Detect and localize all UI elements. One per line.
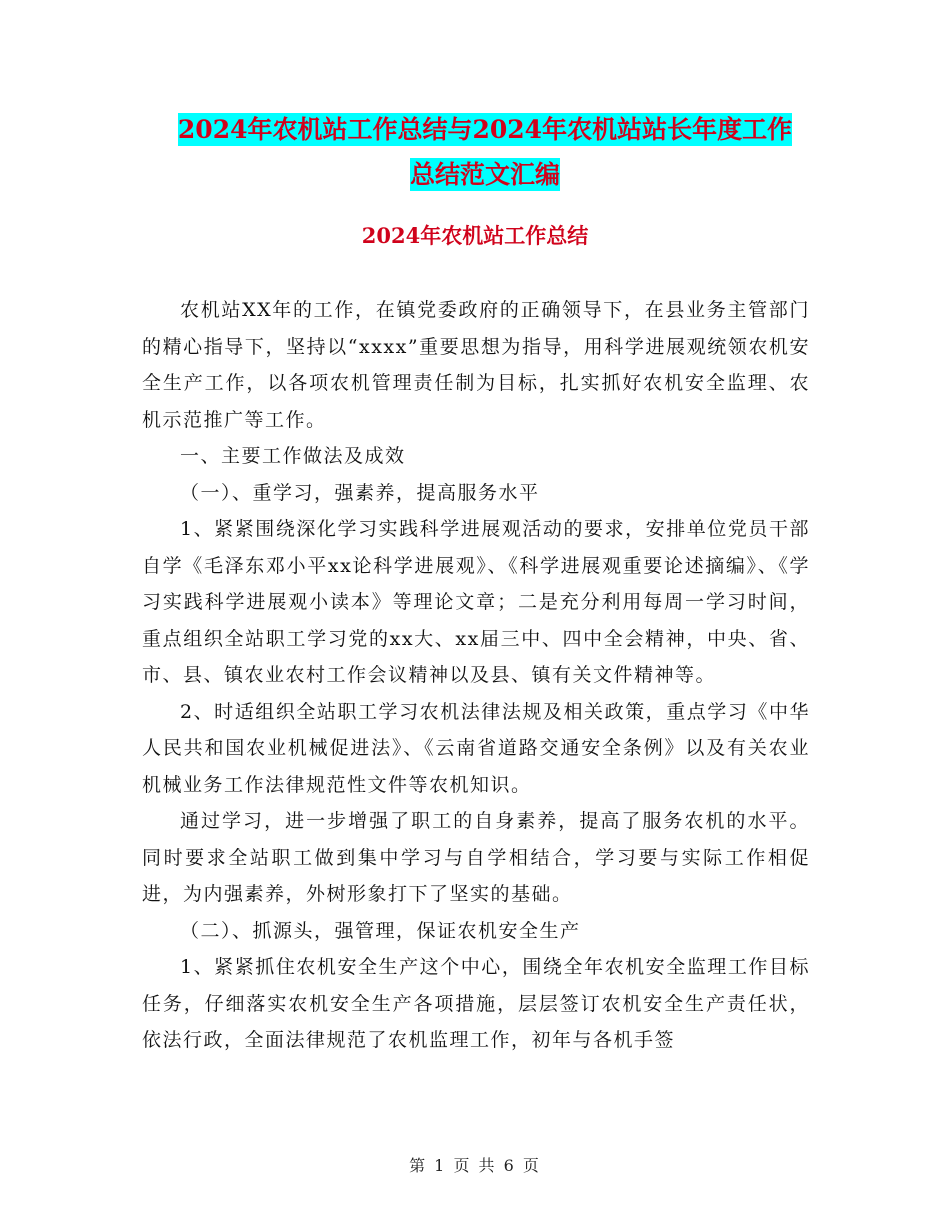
body-text xyxy=(142,292,810,1059)
main-title-highlight-2: 总结范文汇编 xyxy=(409,160,560,189)
main-title-line-2 xyxy=(140,153,830,197)
paragraph: 1、紧紧围绕深化学习实践科学进展观活动的要求，安排单位党员干部自学《毛泽东邓小平xx论科学进展观》、《科学进展观重要论述摘编》、《学习实践科学进展观小读本》等理论文章；二是充分利用每周一学习时间，重点组织全站职工学习党的xx大、xx届三中、四中全会精神，中央、省、市、县、镇农业农村工作会议精神以及县、镇有关文件精神等。 xyxy=(142,518,810,686)
paragraph: 一、主要工作做法及成效 xyxy=(180,445,406,467)
paragraph: 农机站XX年的工作，在镇党委政府的正确领导下，在县业务主管部门的精心指导下，坚持以“xxxx”重要思想为指导，用科学进展观统领农机安全生产工作，以各项农机管理责任制为目标，扎实抓好农机安全监理、农机示范推广等工作。 xyxy=(142,299,810,431)
main-title-highlight-1: 2024年农机站工作总结与2024年农机站站长年度工作 xyxy=(177,115,793,144)
paragraph: （一）、重学习，强素养，提高服务水平 xyxy=(180,481,540,504)
paragraph: 1、紧紧抓住农机安全生产这个中心，围绕全年农机安全监理工作目标任务，仔细落实农机安全生产各项措施，层层签订农机安全生产责任状，依法行政，全面法律规范了农机监理工作，初年与各机手签 xyxy=(142,956,810,1051)
main-title-line-1 xyxy=(140,108,830,152)
paragraph: （二）、抓源头，强管理，保证农机安全生产 xyxy=(180,919,581,942)
page-footer: 第 1 页 共 6 页 xyxy=(409,1156,541,1175)
paragraph: 通过学习，进一步增强了职工的自身素养，提高了服务农机的水平。同时要求全站职工做到集中学习与自学相结合，学习要与实际工作相促进，为内强素养，外树形象打下了坚实的基础。 xyxy=(142,810,810,905)
section-title: 2024年农机站工作总结 xyxy=(361,223,589,248)
paragraph: 2、时适组织全站职工学习农机法律法规及相关政策，重点学习《中华人民共和国农业机械促进法》、《云南省道路交通安全条例》以及有关农业机械业务工作法律规范性文件等农机知识。 xyxy=(142,700,810,796)
